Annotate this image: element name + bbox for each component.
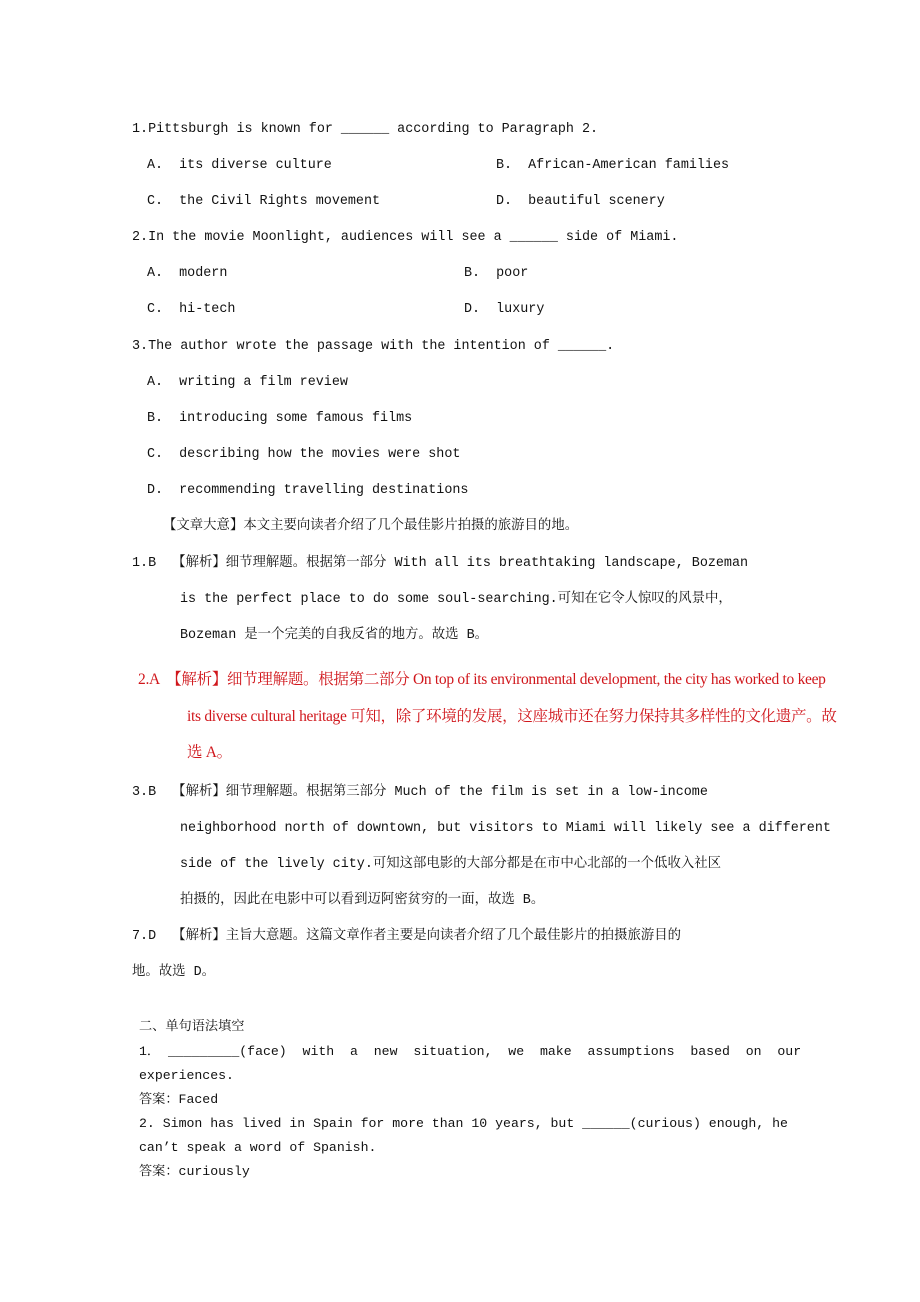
- answer-2-line: 2.A 【解析】细节理解题。根据第二部分 On top of its environmental development, the city has worked to keep: [138, 671, 826, 688]
- option: C. hi-tech: [147, 302, 236, 317]
- answer-2-line: 选 A。: [187, 744, 232, 761]
- question-3-stem: 3.The author wrote the passage with the intention of ______.: [132, 339, 615, 354]
- option: D. beautiful scenery: [496, 194, 665, 209]
- option: C. the Civil Rights movement: [147, 194, 381, 209]
- answer-1-line: 1.B 【解析】细节理解题。根据第一部分 With all its breathtaking landscape, Bozeman: [132, 556, 749, 571]
- option: B. poor: [464, 266, 529, 281]
- answer-4-line: 7.D 【解析】主旨大意题。这篇文章作者主要是向读者介绍了几个最佳影片的拍摄旅游目的: [132, 929, 682, 944]
- option: D. luxury: [464, 302, 545, 317]
- answer-4-line: 地。故选 D。: [132, 965, 216, 980]
- option: A. its diverse culture: [147, 158, 332, 173]
- question-2-stem: 2.In the movie Moonlight, audiences will see a ______ side of Miami.: [132, 230, 679, 245]
- grammar-line: can’t speak a word of Spanish.: [139, 1140, 377, 1155]
- option: D. recommending travelling destinations: [147, 483, 469, 498]
- answer-2-line: its diverse cultural heritage 可知，除了环境的发展，这座城市还在努力保持其多样性的文化遗产。故: [187, 708, 837, 725]
- option: B. African-American families: [496, 158, 730, 173]
- summary: 【文章大意】本文主要向读者介绍了几个最佳影片拍摄的旅游目的地。: [163, 519, 579, 534]
- answer-3-line: side of the lively city.可知这部电影的大部分都是在市中心北部的一个低收入社区: [180, 857, 722, 872]
- grammar-answer: 答案：curiously: [139, 1164, 250, 1179]
- option: B. introducing some famous films: [147, 411, 413, 426]
- answer-3-line: neighborhood north of downtown, but visitors to Miami will likely see a different: [180, 821, 831, 836]
- grammar-line: experiences.: [139, 1068, 234, 1083]
- question-1-stem: 1.Pittsburgh is known for ______ according to Paragraph 2.: [132, 122, 599, 137]
- option: C. describing how the movies were shot: [147, 447, 461, 462]
- option: A. modern: [147, 266, 228, 281]
- answer-3-line: 拍摄的，因此在电影中可以看到迈阿密贫穷的一面，故选 B。: [180, 893, 545, 908]
- grammar-line: 2. Simon has lived in Spain for more than 10 years, but ______(curious) enough, he: [139, 1116, 788, 1131]
- answer-1-line: Bozeman 是一个完美的自我反省的地方。故选 B。: [180, 628, 488, 643]
- option: A. writing a film review: [147, 375, 348, 390]
- grammar-answer: 答案：Faced: [139, 1092, 219, 1107]
- answer-1-line: is the perfect place to do some soul-searching.可知在它令人惊叹的风景中，: [180, 592, 732, 607]
- answer-3-line: 3.B 【解析】细节理解题。根据第三部分 Much of the film is set in a low-income: [132, 785, 708, 800]
- grammar-line: 1． _________(face) with a new situation, we make assumptions based on our: [139, 1044, 802, 1059]
- section-heading: 二、单句语法填空: [139, 1019, 245, 1034]
